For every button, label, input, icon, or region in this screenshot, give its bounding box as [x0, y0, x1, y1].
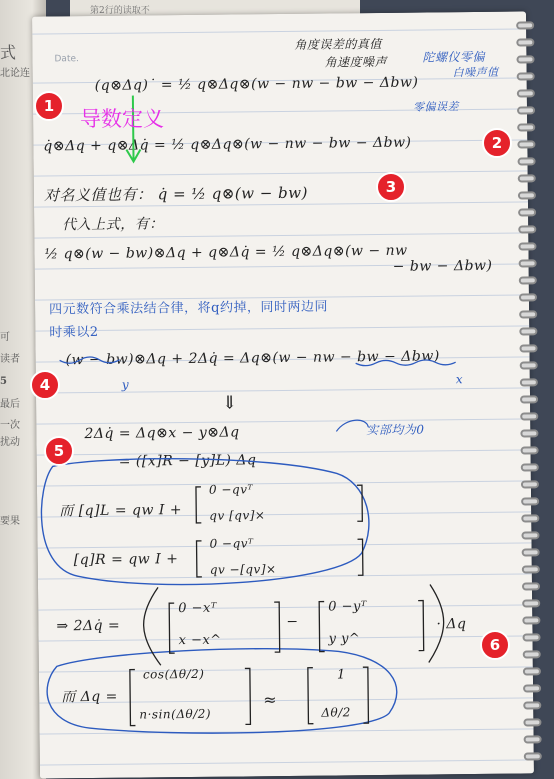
magenta-annotation: 导数定义: [80, 107, 164, 131]
equation-8a: 而 [q]L = qw I +: [59, 502, 183, 520]
badge-6: 6: [480, 630, 510, 660]
book-text-fragment: 最后: [0, 399, 20, 410]
blue-arrow-curve: [336, 420, 368, 431]
matrix-1-brackets: [196, 485, 362, 523]
header-blue-note: 陀螺仪零偏: [422, 49, 486, 65]
matrix-times-dq: · Δq: [436, 616, 467, 633]
equation-4b: − bw − Δbw): [392, 257, 493, 275]
book-text-fragment: 要果: [0, 516, 20, 527]
matrix-2-row-1: 0 −qvᵀ: [209, 536, 254, 551]
book-text-fragment: 一次: [0, 420, 20, 431]
approx-sign: ≈: [263, 690, 278, 710]
blue-circle-2: [47, 647, 397, 735]
equation-6-note: 实部均为0: [366, 422, 425, 438]
book-text-fragment: 式: [0, 43, 17, 62]
matrix-5-row-2: n·sin(Δθ/2): [139, 706, 212, 722]
badge-4: 4: [30, 370, 60, 400]
matrix-6-row-2: Δθ/2: [321, 705, 351, 720]
matrix-4-row-1: 0 −yᵀ: [328, 599, 367, 615]
matrix-1-row-2: qv [qv]×: [209, 508, 266, 523]
book-top-strip: 第2行的读取不: [70, 0, 360, 20]
book-text-fragment: 可: [0, 332, 10, 343]
equation-3: 对名义值也有： q̇ = ½ q⊗(w − bw): [43, 183, 309, 205]
equation-1: (q⊗Δq)˙ = ½ q⊗Δq⊗(w − nw − bw − Δbw): [94, 74, 419, 94]
equation-6: 2Δq̇ = Δq⊗x − y⊗Δq: [84, 424, 240, 443]
blue-paragraph-line-2: 时乘以2: [49, 324, 99, 341]
equation-5-sub-y: y: [121, 377, 130, 392]
matrix-3-row-2: x −x^: [178, 632, 222, 649]
badge-2: 2: [482, 128, 512, 158]
equation-10: 而 Δq =: [61, 688, 118, 706]
matrix-4-brackets: [319, 601, 424, 652]
equation-4-label: 代入上式，有：: [62, 216, 164, 234]
arrow-down: ⇓: [221, 392, 238, 414]
equation-7: = ([x]R − [y]L) Δq: [118, 452, 257, 470]
badge-3: 3: [376, 172, 406, 202]
matrix-6-row-1: 1: [336, 667, 346, 683]
matrix-minus: −: [286, 613, 299, 630]
matrix-5-row-1: cos(Δθ/2): [142, 666, 205, 682]
matrix-2-brackets: [197, 539, 363, 577]
blue-underline-wave: [60, 357, 120, 364]
book-text-fragment: 北论连: [0, 68, 30, 79]
blue-underline-wave-2: [356, 360, 456, 366]
matrix-3-row-1: 0 −xᵀ: [178, 600, 217, 617]
equation-5: (w − bw)⊗Δq + 2Δq̇ = Δq⊗(w − nw − bw − Δbw): [65, 348, 440, 369]
book-text-fragment: 扰动: [0, 437, 20, 448]
date-label: Date.: [54, 54, 79, 65]
equation-9: ⇒ 2Δq̇ =: [56, 617, 121, 635]
book-text-fragment: 5: [0, 376, 7, 387]
blue-circle-1: [41, 457, 370, 587]
book-text-fragment: 读者: [0, 354, 20, 365]
matrix-5-brackets: [130, 668, 251, 725]
header-note-2: 角速度噪声: [324, 54, 388, 70]
equation-8b: [q]R = qw I +: [73, 551, 179, 569]
blue-paragraph-line-1: 四元数符合乘法结合律，将q约掉，同时两边同: [49, 299, 328, 318]
matrix-2-row-2: qv −[qv]×: [209, 562, 277, 577]
matrix-6-brackets: [308, 667, 369, 724]
badge-5: 5: [44, 436, 74, 466]
matrix-1-row-1: 0 −qvᵀ: [208, 482, 254, 497]
equation-5-sub-x: x: [455, 372, 464, 387]
big-paren-right: [428, 584, 444, 662]
header-note: 角度误差的真值: [294, 36, 382, 52]
matrix-4-row-2: y y^: [328, 631, 361, 647]
matrix-3-brackets: [169, 602, 280, 653]
header-blue-note-2: 白噪声值: [452, 65, 499, 80]
badge-1: 1: [34, 91, 64, 121]
equation-2: q̇⊗Δq + q⊗Δq̇ = ½ q⊗Δq⊗(w − nw − bw − Δbw): [43, 134, 412, 155]
equation-4: ½ q⊗(w − bw)⊗Δq + q⊗Δq̇ = ½ q⊗Δq⊗(w − nw: [44, 242, 408, 263]
blue-small-note: 零偏误差: [412, 100, 460, 114]
